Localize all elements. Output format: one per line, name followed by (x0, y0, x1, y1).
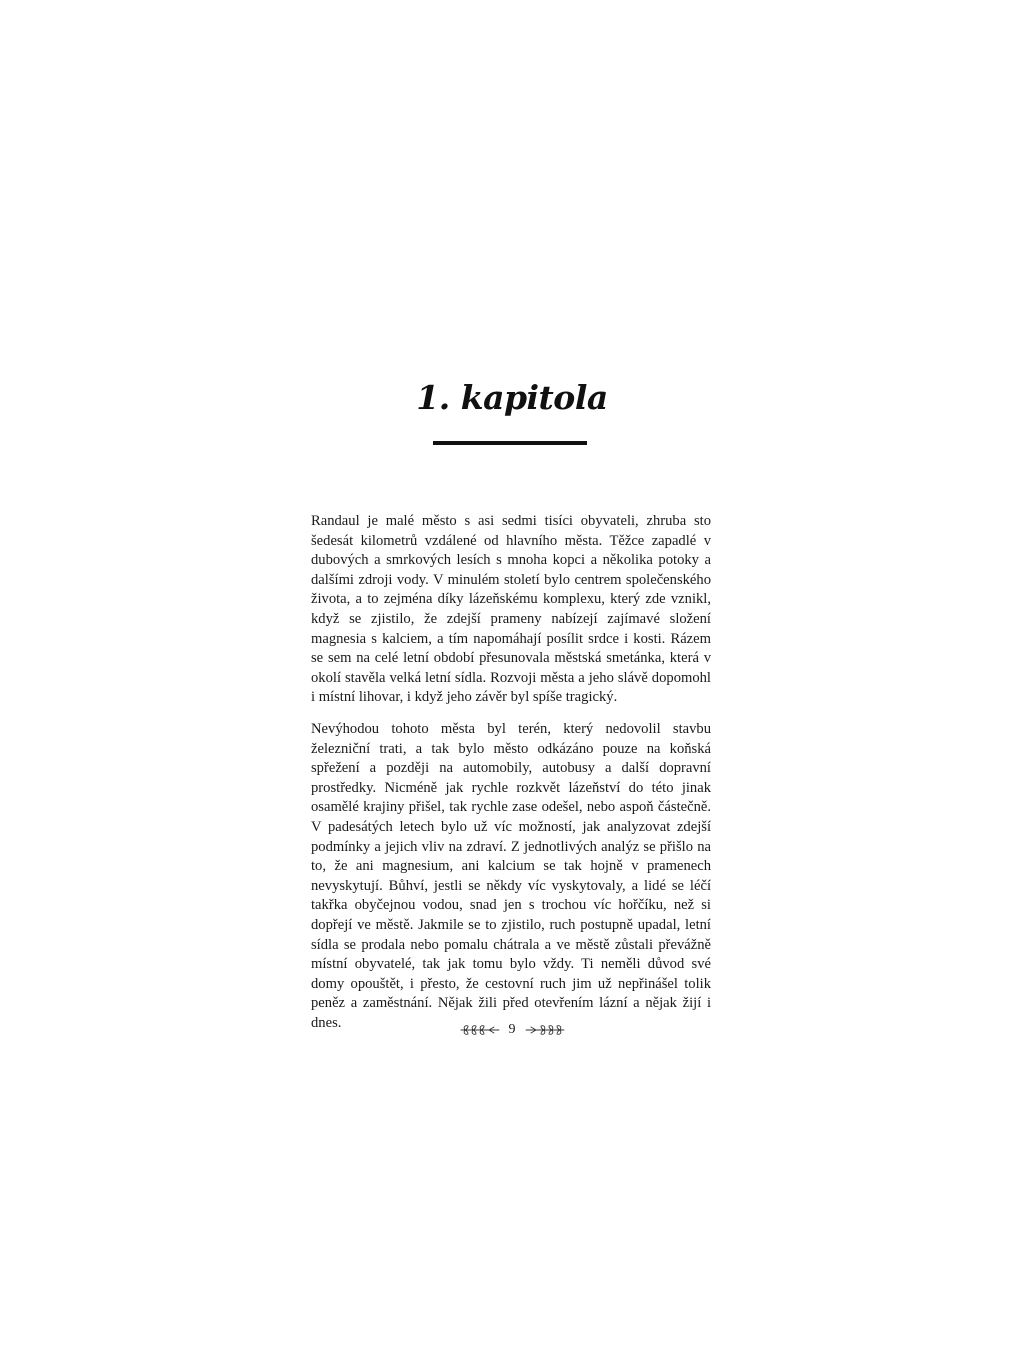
chapter-title-rule (433, 441, 587, 445)
paragraph: Randaul je malé město s asi sedmi tisíci obyvateli, zhruba sto šedesát kilometrů vzdálené od hlavního města. Těžce zapadlé v dubových a smrkových lesích s mnoha kopci a několika potoky a dalšími zdroji vody. V minulém století bylo centrem společenského života, a to zejména díky lázeňskému komplexu, který zde vznikl, když se zjistilo, že zdejší prameny nabízejí zajímavé složení magnesia s kalciem, a tím napomáhají posílit srdce i kosti. Rázem se sem na celé letní období přesunovala městská smetánka, která v okolí stavěla velká letní sídla. Rozvoji města a jeho slávě dopomohl i místní lihovar, i když jeho závěr byl spíše tragický. (311, 513, 711, 706)
chapter-title: 1. kapitola (416, 378, 608, 417)
page-footer (0, 1022, 1024, 1038)
paragraph: Nevýhodou tohoto města byl terén, který nedovolil stavbu železniční trati, a tak bylo město odkázáno pouze na koňská spřežení a později na automobily, autobusy a další dopravní prostředky. Nicméně jak rychle rozkvět lázeňství do této jinak osamělé krajiny přišel, tak rychle zase odešel, nebo aspoň částečně. V padesátých letech bylo už víc možností, jak analyzovat zdejší podmínky a jejich vliv na zdraví. Z jednotlivých analýz se přišlo na to, že ani magnesium, ani kalcium se tak hojně v pramenech nevyskytují. Bůhví, jestli se někdy víc vyskytovaly, a lidé se léčí takřka obyčejnou vodou, snad jen s trochou víc hořčíku, než si dopřejí ve městě. Jakmile se to zjistilo, ruch postupně upadal, letní sídla se prodala nebo pomalu chátrala a ve městě zůstali převážně místní obyvatelé, tak jak tomu bylo vždy. Ti neměli důvod své domy opouštět, i přesto, že cestovní ruch jim už nepřinášel tolik peněz a zaměstnání. Nějak žili před otevřením lázní a nějak žijí i dnes. (311, 721, 711, 1031)
laurel-sprig-left-icon (459, 1022, 501, 1038)
page-number: 9 (508, 1022, 516, 1037)
laurel-sprig-right-icon (524, 1022, 566, 1038)
